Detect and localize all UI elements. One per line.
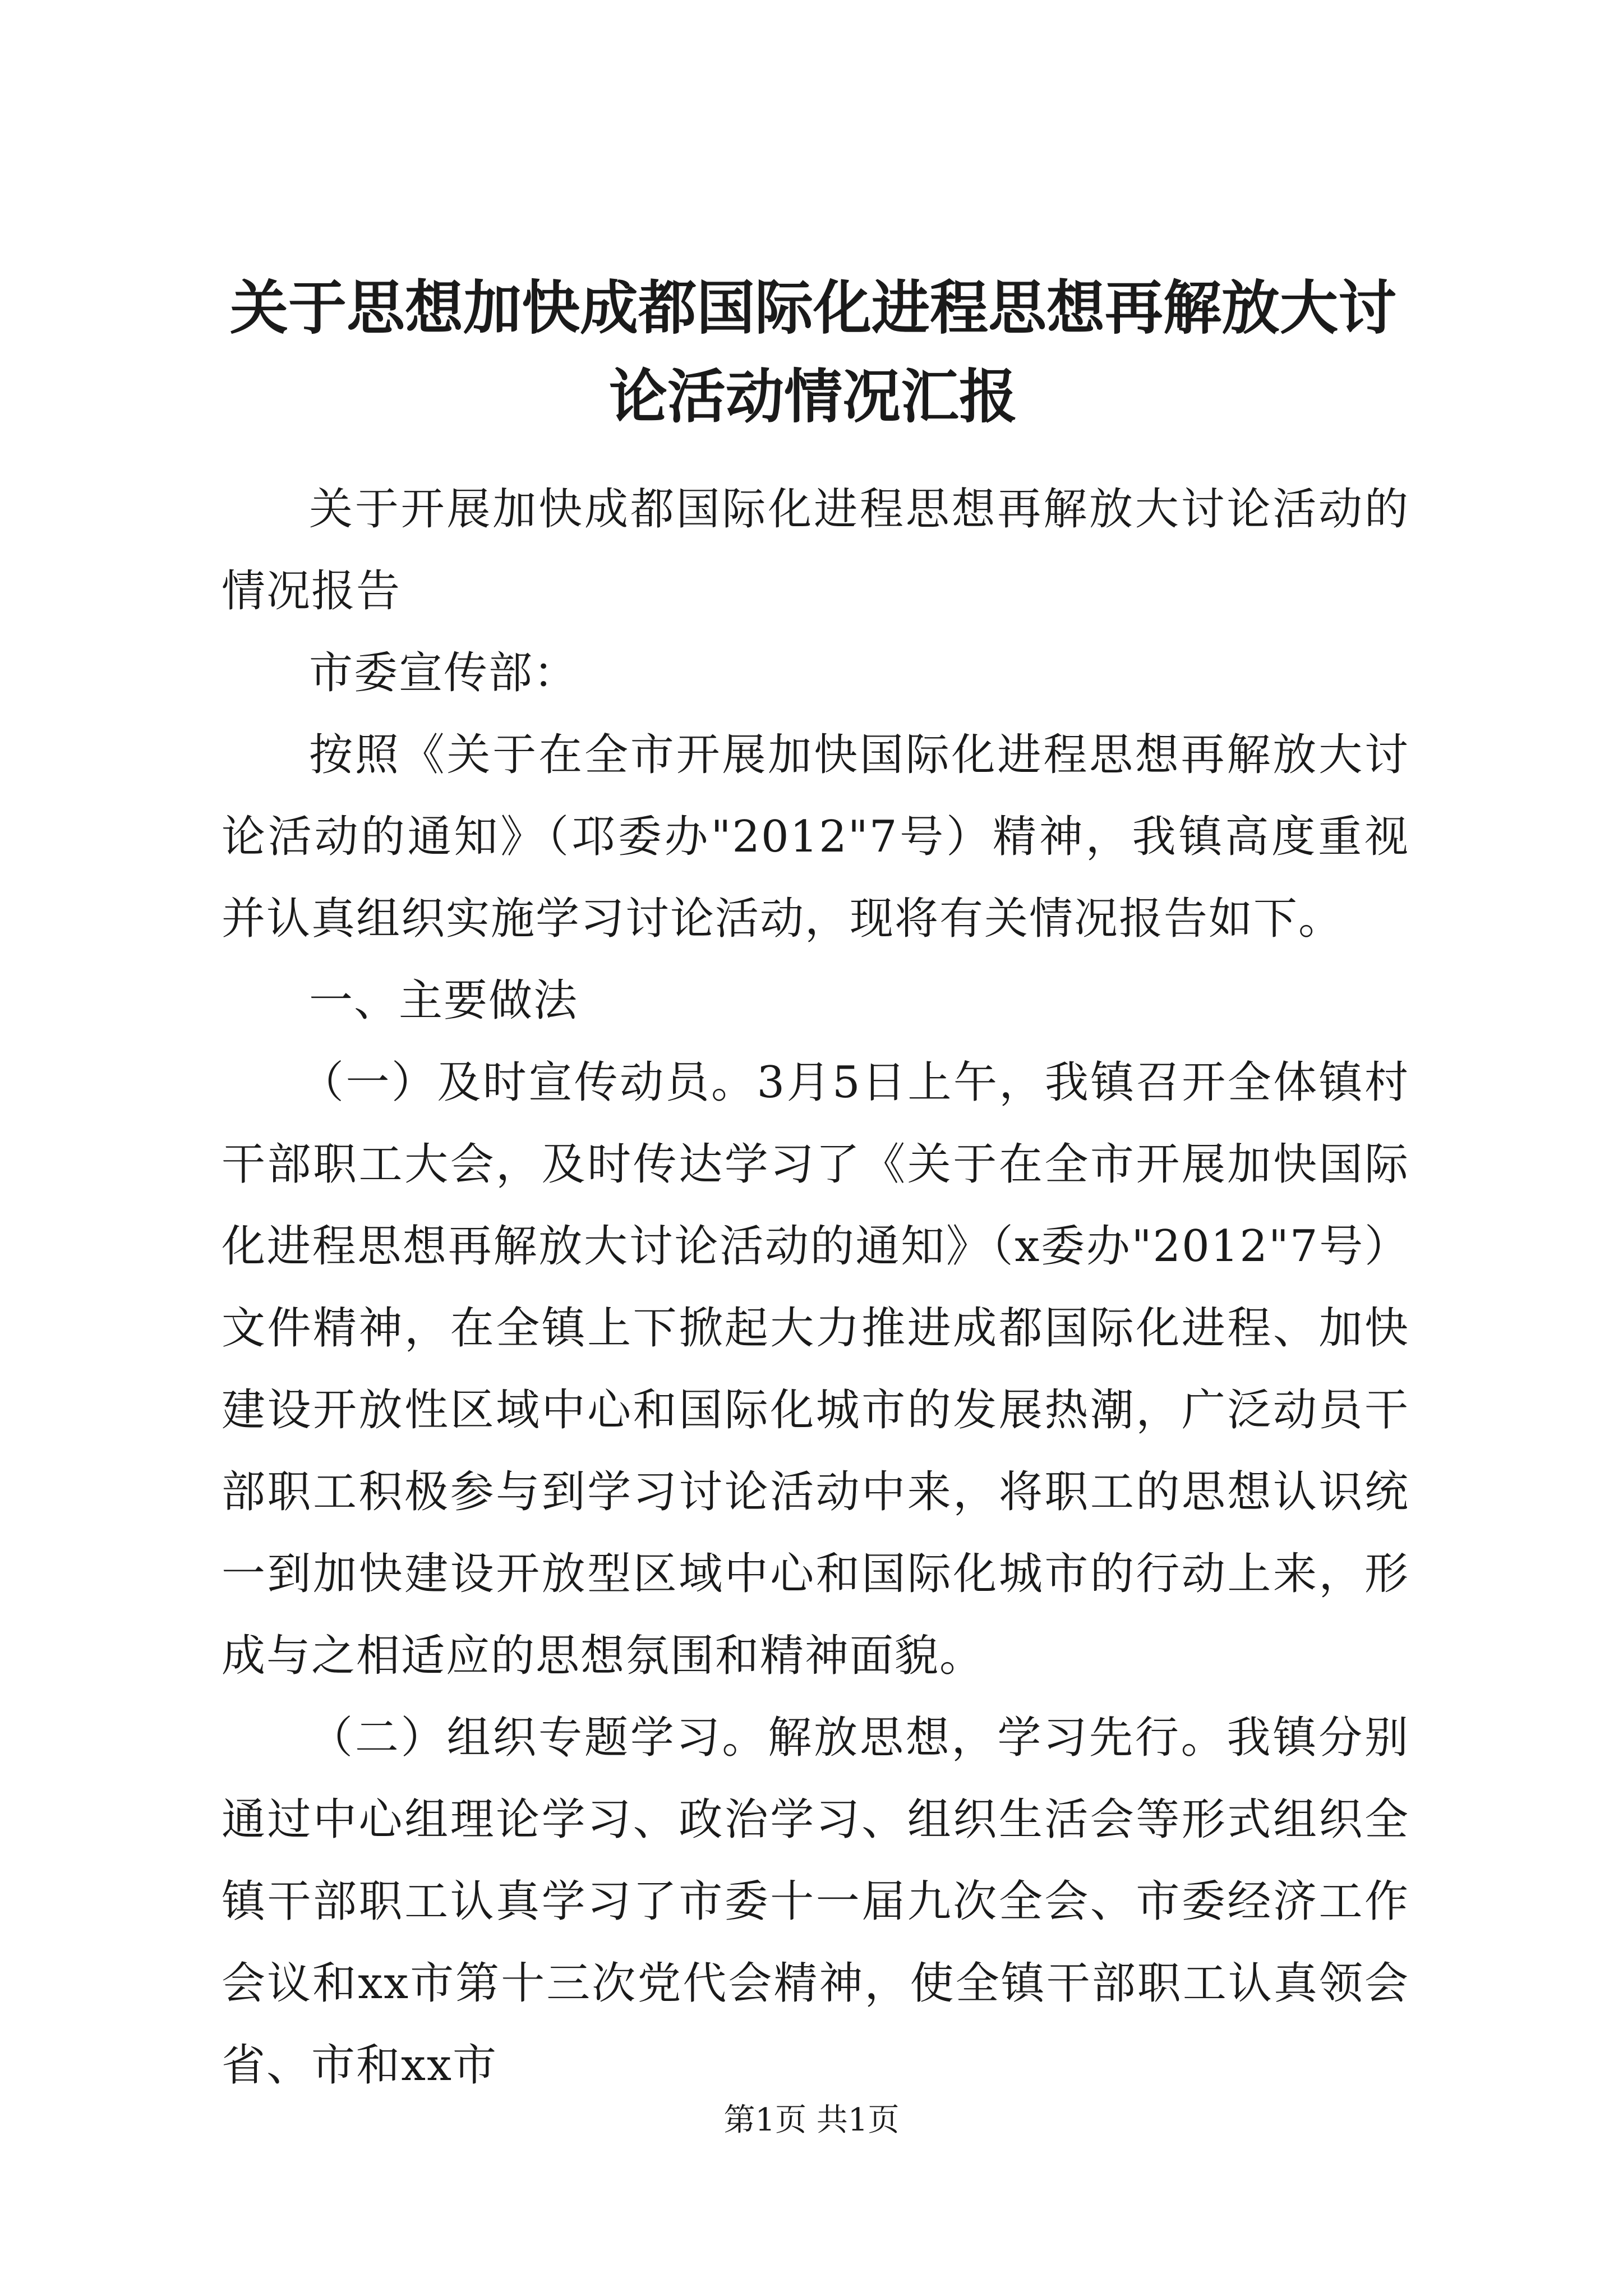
paragraph-subtitle: 关于开展加快成都国际化进程思想再解放大讨论活动的情况报告 [222,484,1409,616]
paragraph-item-1: （一）及时宣传动员。3月5日上午，我镇召开全体镇村干部职工大会，及时传达学习了《关于在全市开展加快国际化进程思想再解放大讨论活动的通知》（x委办"2012"7号）文件精神，在全镇上下掀起大力推进成都国际化进程、加快建设开放性区域中心和国际化城市的发展热潮，广泛动员干部职工积极参与到学习讨论活动中来，将职工的思想认识统一到加快建设开放型区域中心和国际化城市的行动上来，形成与之相适应的思想氛围和精神面貌。 [222,1057,1409,1681]
page-footer: 第1页 共1页 [723,2102,900,2138]
paragraph-recipient: 市委宣传部： [309,648,579,698]
section-heading: 一、主要做法 [309,976,579,1026]
paragraph-intro: 按照《关于在全市开展加快国际化进程思想再解放大讨论活动的通知》（邛委办"2012"7号）精神，我镇高度重视并认真组织实施学习讨论活动，现将有关情况报告如下。 [222,730,1409,944]
paragraph-item-2: （二）组织专题学习。解放思想，学习先行。我镇分别通过中心组理论学习、政治学习、组织生活会等形式组织全镇干部职工认真学习了市委十一届九次全会、市委经济工作会议和xx市第十三次党代会精神，使全镇干部职工认真领会省、市和xx市 [222,1713,1409,2091]
document-body [222,468,1409,2106]
document-title: 关于思想加快成都国际化进程思想再解放大讨论活动情况汇报 [229,273,1396,431]
